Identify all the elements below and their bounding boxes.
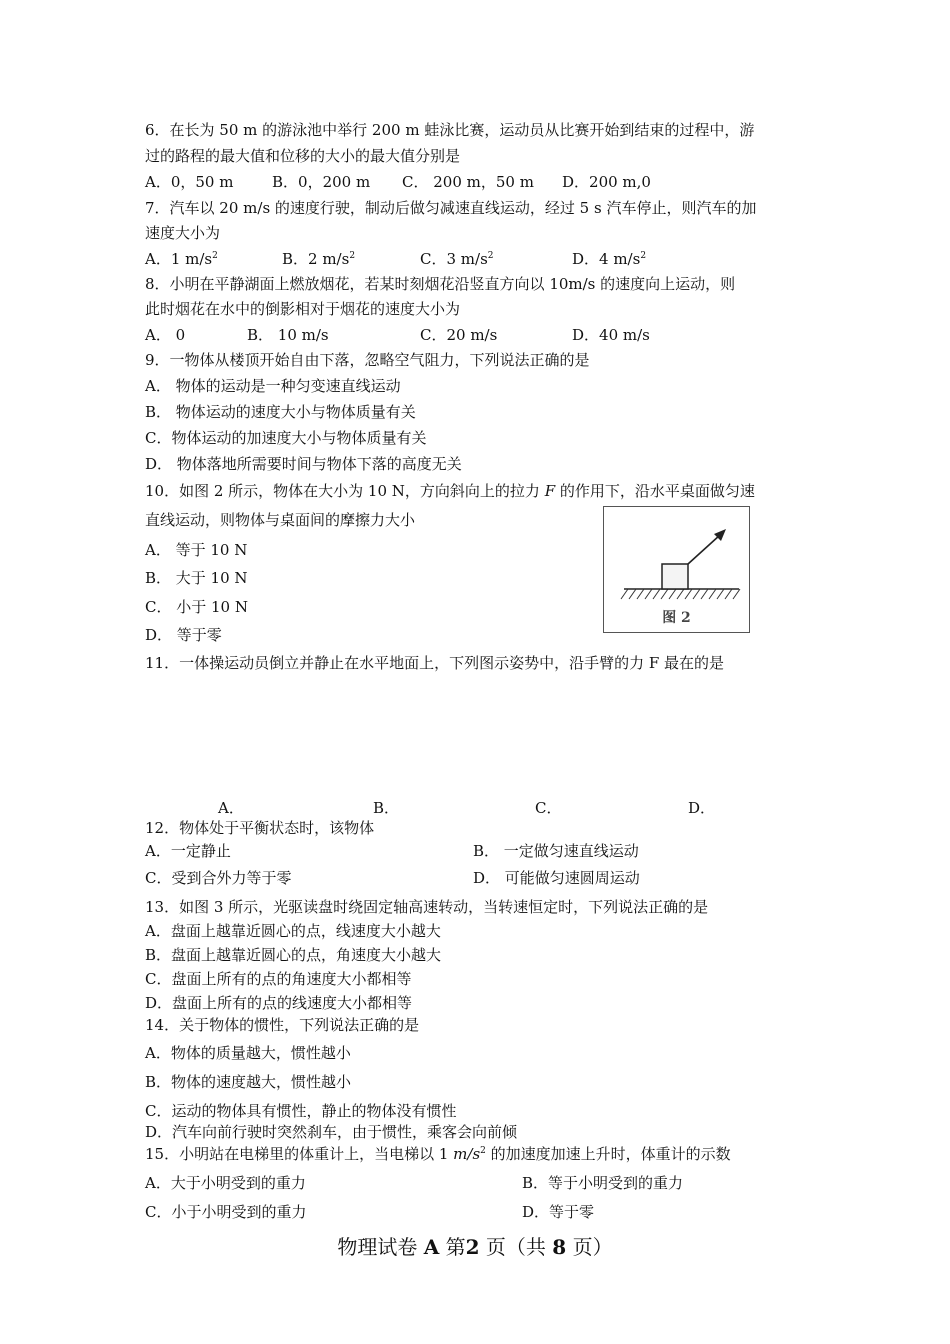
q11-option-b: B． [373,799,400,817]
q15-option-a: A．大于小明受到的重力 [145,1174,306,1192]
q12-option-d: D． 可能做匀速圆周运动 [473,869,640,887]
q12-option-b: B． 一定做匀速直线运动 [473,842,639,860]
q13-option-c: C．盘面上所有的点的角速度大小都相等 [145,970,412,988]
q8-stem-line1: 8．小明在平静湖面上燃放烟花，若某时刻烟花沿竖直方向以 10m/s 的速度向上运动，则 [145,275,736,293]
q13-option-d: D．盘面上所有的点的线速度大小都相等 [145,994,413,1012]
q9-stem: 9．一物体从楼顶开始自由下落，忽略空气阻力，下列说法正确的是 [145,351,590,369]
q10-stem-line2: 直线运动，则物体与桌面间的摩擦力大小 [145,511,416,529]
q7-option-a: A．1 $m/s^2$ [145,250,218,268]
q15-option-b: B．等于小明受到的重力 [522,1174,684,1192]
q12-stem: 12．物体处于平衡状态时，该物体 [145,819,375,837]
q7-option-d: D．4 $m/s^2$ [572,250,647,268]
q13-stem: 13．如图 3 所示，光驱读盘时绕固定轴高速转动，当转速恒定时，下列说法正确的是 [145,898,709,916]
q11-option-c: C． [535,799,562,817]
q10-option-a: A． 等于 10 N [145,541,248,559]
q12-option-c: C．受到合外力等于零 [145,869,292,887]
q15-option-d: D．等于零 [522,1203,595,1221]
q14-option-c: C．运动的物体具有惯性，静止的物体没有惯性 [145,1102,457,1120]
q9-option-d: D． 物体落地所需要时间与物体下落的高度无关 [145,455,462,473]
q8-stem-line2: 此时烟花在水中的倒影相对于烟花的速度大小为 [145,300,461,318]
q14-option-b: B．物体的速度越大，惯性越小 [145,1073,352,1091]
q15-stem: 15．小明站在电梯里的体重计上，当电梯以 1 $m/s^2$ 的加速度加速上升时，体重计的示数 [145,1145,731,1163]
q12-option-a: A．一定静止 [145,842,231,860]
q6-option-a: A．0，50 m [145,173,234,191]
q7-stem-line2: 速度大小为 [145,224,221,242]
q6-option-d: D．200 m,0 [562,173,651,191]
q11-option-d: D． [688,799,716,817]
q11-stem: 11．一体操运动员倒立并静止在水平地面上，下列图示姿势中，沿手臂的力 F 最在的是 [145,654,725,672]
q14-option-a: A．物体的质量越大，惯性越小 [145,1044,351,1062]
figure-2 [603,506,750,633]
figure-2-caption: 图 2 [662,610,691,626]
q6-stem-line2: 过的路程的最大值和位移的大小的最大值分别是 [145,147,461,165]
q10-stem-line1: 10．如图 2 所示，物体在大小为 10 N，方向斜向上的拉力 F 的作用下，沿水平桌面做匀速 [145,482,755,500]
q13-option-a: A．盘面上越靠近圆心的点，线速度大小越大 [145,922,441,940]
q8-option-b: B． 10 m/s [247,326,329,344]
q10-option-b: B． 大于 10 N [145,569,248,587]
q9-option-b: B． 物体运动的速度大小与物体质量有关 [145,403,416,421]
q8-option-a: A． 0 [145,326,186,344]
q9-option-c: C．物体运动的加速度大小与物体质量有关 [145,429,427,447]
page-footer: 物理试卷 A 第2 页（共 8 页） [337,1235,613,1259]
q10-option-c: C． 小于 10 N [145,598,248,616]
q7-option-b: B．2 $m/s^2$ [282,250,356,268]
q6-stem-line1: 6．在长为 50 m 的游泳池中举行 200 m 蛙泳比赛，运动员从比赛开始到结束的过程中，游 [145,121,755,139]
q11-option-a: A． [218,799,244,817]
q6-option-c: C． 200 m，50 m [402,173,534,191]
q13-option-b: B．盘面上越靠近圆心的点，角速度大小越大 [145,946,442,964]
q6-option-b: B．0，200 m [272,173,371,191]
q8-option-d: D．40 m/s [572,326,650,344]
q14-option-d: D．汽车向前行驶时突然刹车，由于惯性，乘客会向前倾 [145,1123,518,1141]
q9-option-a: A． 物体的运动是一种匀变速直线运动 [145,377,401,395]
q14-stem: 14．关于物体的惯性，下列说法正确的是 [145,1016,420,1034]
q7-stem-line1: 7．汽车以 20 m/s 的速度行驶，制动后做匀减速直线运动，经过 5 s 汽车停止，则汽车的加 [145,199,757,217]
q10-option-d: D． 等于零 [145,626,222,644]
q7-option-c: C．3 $m/s^2$ [420,250,494,268]
q15-option-c: C．小于小明受到的重力 [145,1203,307,1221]
q8-option-c: C．20 m/s [420,326,498,344]
